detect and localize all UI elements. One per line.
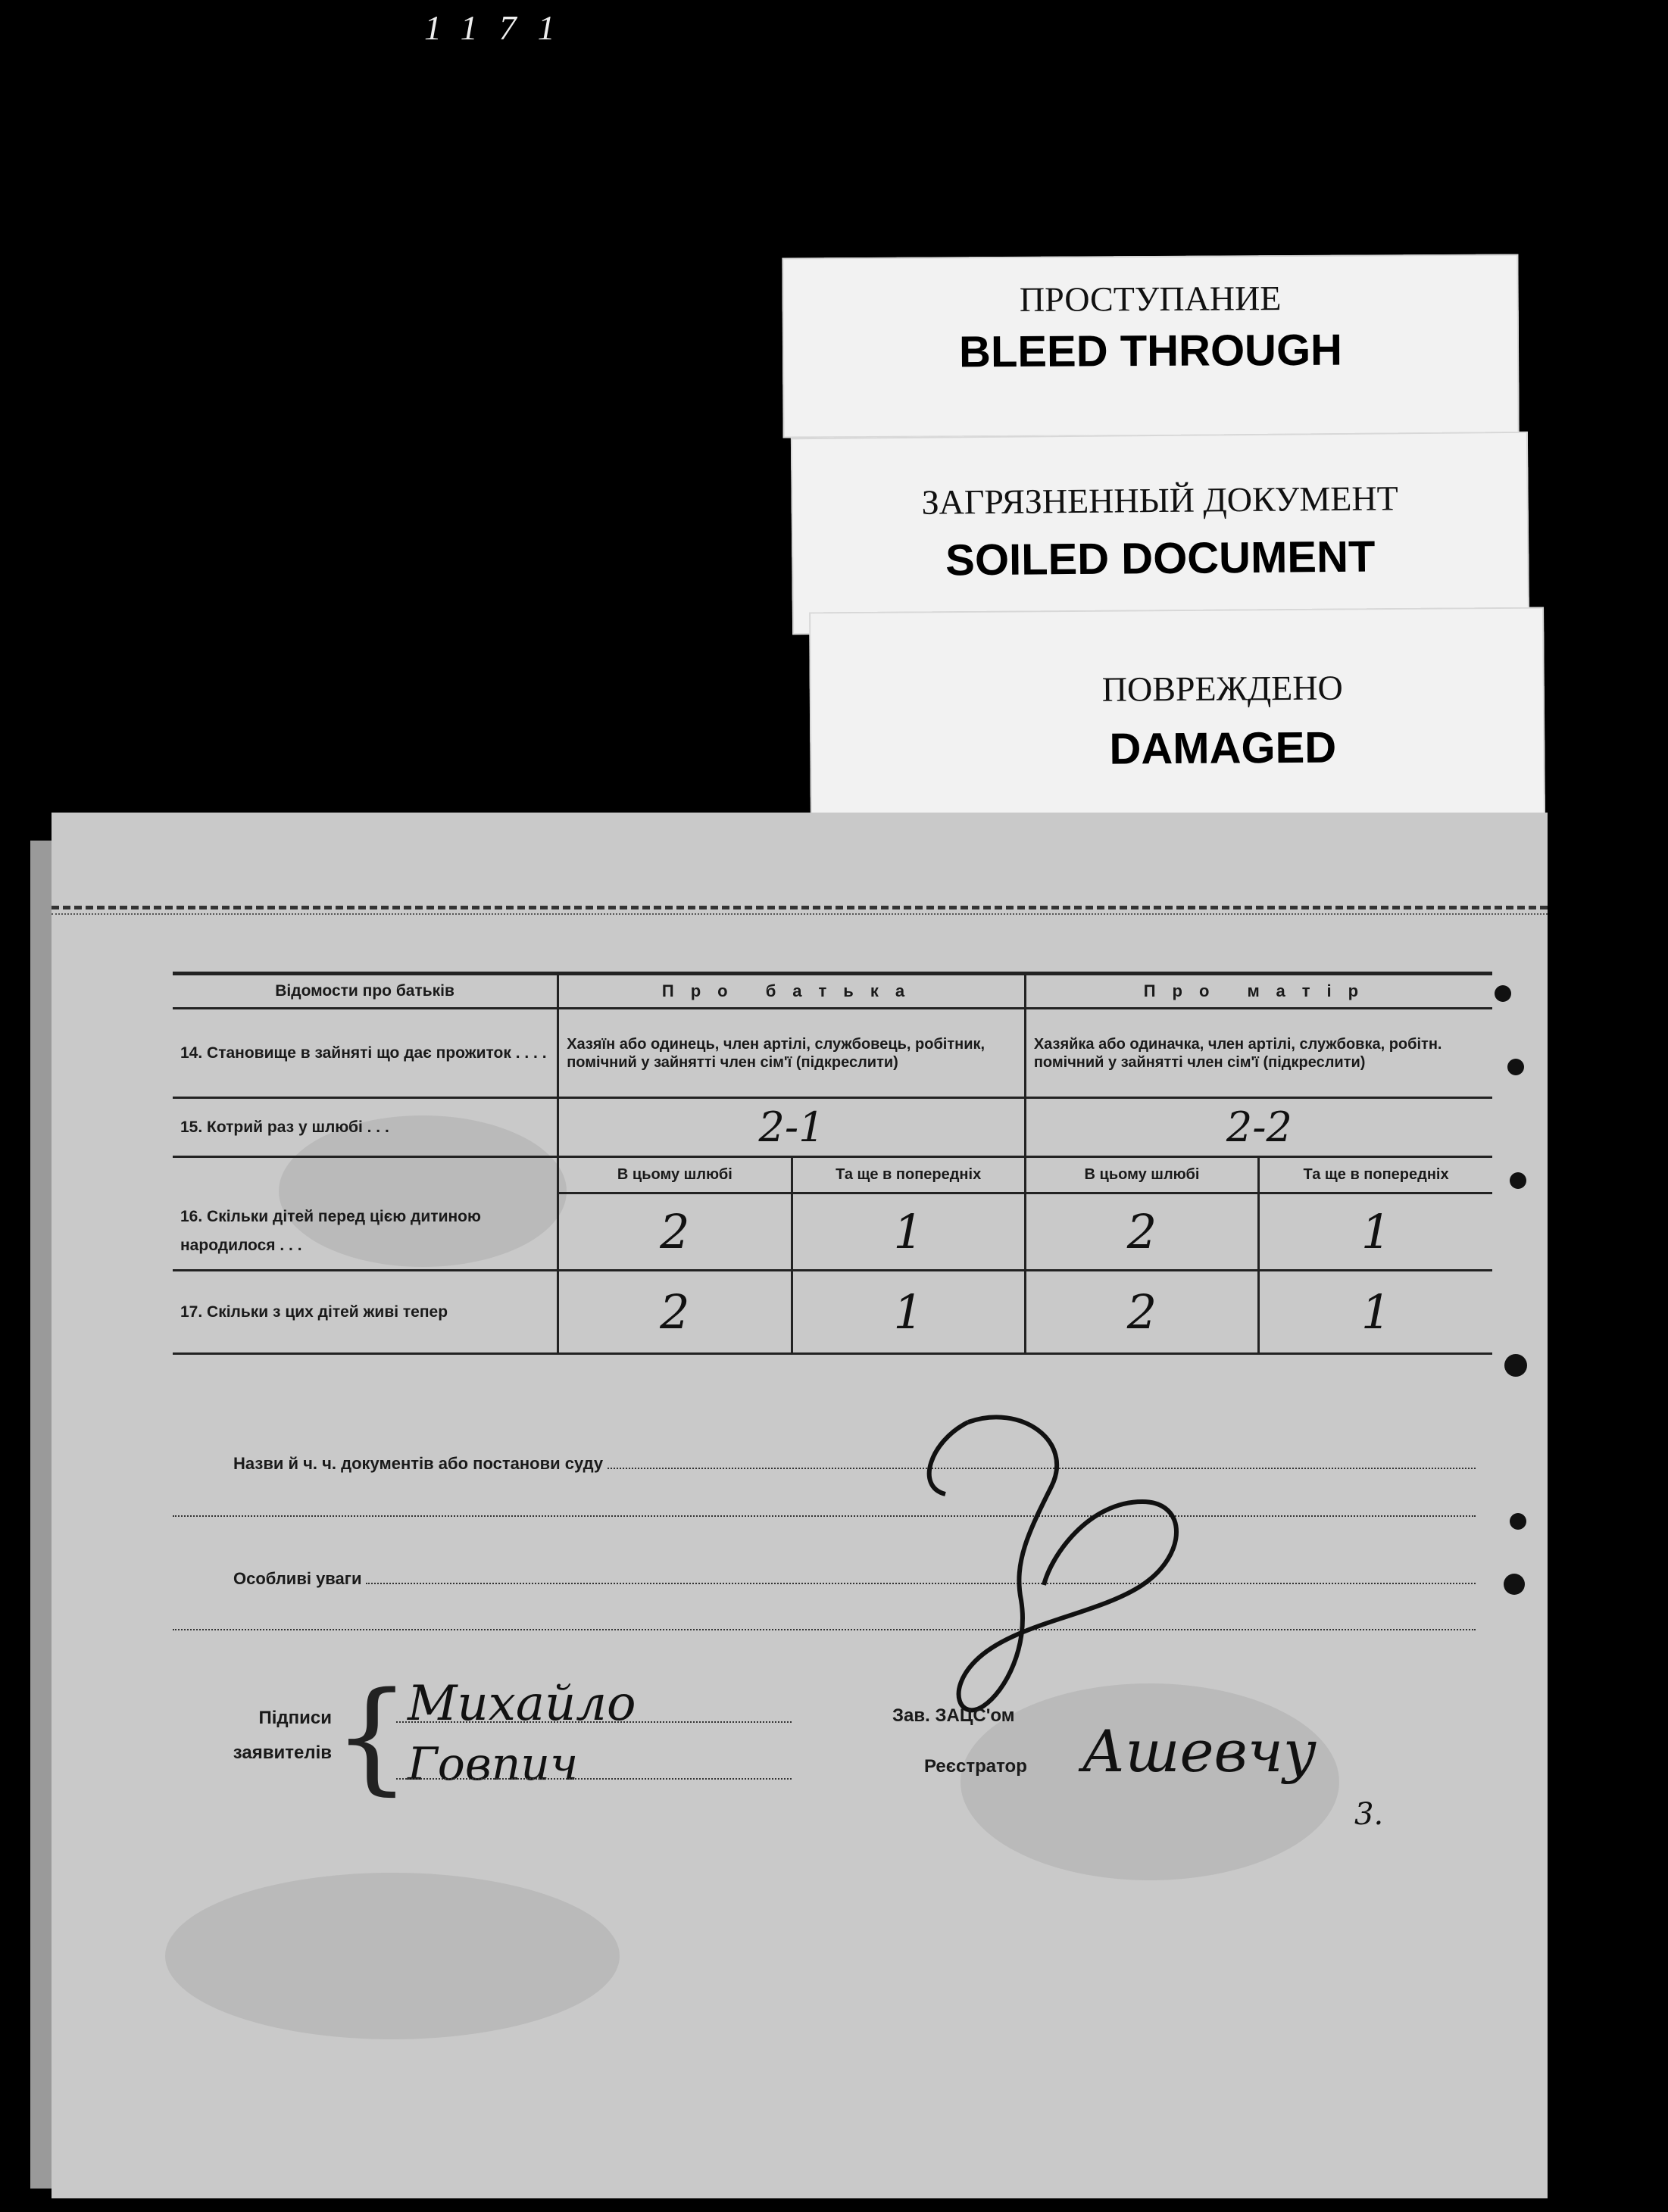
punch-hole bbox=[1495, 985, 1511, 1002]
mother-children-alive-this: 2 bbox=[1025, 1271, 1258, 1354]
punch-hole bbox=[1507, 1059, 1524, 1075]
punch-hole bbox=[1510, 1172, 1526, 1189]
row16-label: 16. Скільки дітей перед цією дитиною народилося . . . bbox=[173, 1193, 558, 1271]
documents-fill-line-2 bbox=[173, 1515, 1476, 1517]
damaged-card bbox=[809, 607, 1545, 821]
cancellation-mark bbox=[900, 1388, 1233, 1721]
remarks-fill-line-2 bbox=[173, 1629, 1476, 1630]
registration-form-sheet bbox=[52, 813, 1548, 2198]
parents-info-table bbox=[173, 972, 1492, 1355]
remarks-label: Особливі уваги bbox=[233, 1569, 362, 1588]
punch-hole bbox=[1504, 1574, 1525, 1595]
perforation-dotted-line bbox=[52, 913, 1548, 915]
mother-children-born-previous: 1 bbox=[1259, 1193, 1492, 1271]
applicant-signature-1: Михайло bbox=[408, 1676, 636, 1732]
signatures-label-2: заявителів bbox=[233, 1742, 332, 1763]
documents-row bbox=[173, 1443, 1476, 1474]
row15-label: 15. Котрий раз у шлюбі . . . bbox=[173, 1098, 558, 1157]
mother-marriage-count: 2-2 bbox=[1025, 1098, 1492, 1157]
perforation-line bbox=[52, 906, 1548, 909]
card-en-label: DAMAGED bbox=[1109, 722, 1337, 774]
father-previous-header: Та ще в попередніх bbox=[792, 1157, 1025, 1193]
card-ru-label: ПРОСТУПАНИЕ bbox=[1019, 279, 1282, 319]
registrar-number: 3. bbox=[1354, 1797, 1384, 1832]
applicant-signature-2: Говпич bbox=[408, 1738, 579, 1791]
stain bbox=[165, 1873, 620, 2039]
frame-number: 1171 bbox=[424, 8, 576, 47]
remarks-row bbox=[173, 1558, 1476, 1589]
punch-hole bbox=[1504, 1354, 1527, 1377]
zags-head-label: Зав. ЗАЦС'ом bbox=[892, 1705, 1015, 1726]
father-children-born-previous: 1 bbox=[792, 1193, 1025, 1271]
father-this-marriage-header: В цьому шлюбі bbox=[558, 1157, 792, 1193]
card-ru-label: ПОВРЕЖДЕНО bbox=[1101, 668, 1343, 709]
bleed-through-card bbox=[782, 254, 1519, 438]
mother-header: Про матір bbox=[1025, 974, 1492, 1009]
signature-line-2 bbox=[396, 1778, 792, 1780]
punch-hole bbox=[1510, 1513, 1526, 1530]
father-marriage-count: 2-1 bbox=[558, 1098, 1026, 1157]
signature-line-1 bbox=[396, 1721, 792, 1723]
row14-label: 14. Становище в зайняті що дає прожиток . . . . bbox=[173, 1009, 558, 1098]
father-occupation: Хазяїн або одинець, член артілі, службовець, робітник, помічний у зайнятті член сім'ї (підкреслити) bbox=[558, 1009, 1026, 1098]
father-children-born-this: 2 bbox=[558, 1193, 792, 1271]
signature-brace: { bbox=[333, 1665, 411, 1807]
parents-info-header: Відомости про батьків bbox=[173, 974, 558, 1009]
card-ru-label: ЗАГРЯЗНЕННЫЙ ДОКУМЕНТ bbox=[921, 479, 1398, 522]
registrar-label: Реєстратор bbox=[924, 1756, 1027, 1777]
row17-label: 17. Скільки з цих дітей живі тепер bbox=[173, 1271, 558, 1354]
mother-previous-header: Та ще в попередніх bbox=[1259, 1157, 1492, 1193]
father-children-alive-previous: 1 bbox=[792, 1271, 1025, 1354]
father-children-alive-this: 2 bbox=[558, 1271, 792, 1354]
mother-children-born-this: 2 bbox=[1025, 1193, 1258, 1271]
documents-label: Назви й ч. ч. документів або постанови суду bbox=[233, 1454, 604, 1473]
card-en-label: SOILED DOCUMENT bbox=[945, 532, 1376, 585]
signatures-label-1: Підписи bbox=[258, 1708, 332, 1728]
mother-children-alive-previous: 1 bbox=[1259, 1271, 1492, 1354]
mother-occupation: Хазяйка або одиначка, член артілі, службовка, робітн. помічний у зайнятті член сім'ї (підкреслити) bbox=[1025, 1009, 1492, 1098]
mother-this-marriage-header: В цьому шлюбі bbox=[1025, 1157, 1258, 1193]
soiled-document-card bbox=[791, 432, 1529, 635]
father-header: Про батька bbox=[558, 974, 1026, 1009]
registrar-signature: Ашевчу bbox=[1082, 1717, 1317, 1785]
card-en-label: BLEED THROUGH bbox=[958, 325, 1343, 377]
